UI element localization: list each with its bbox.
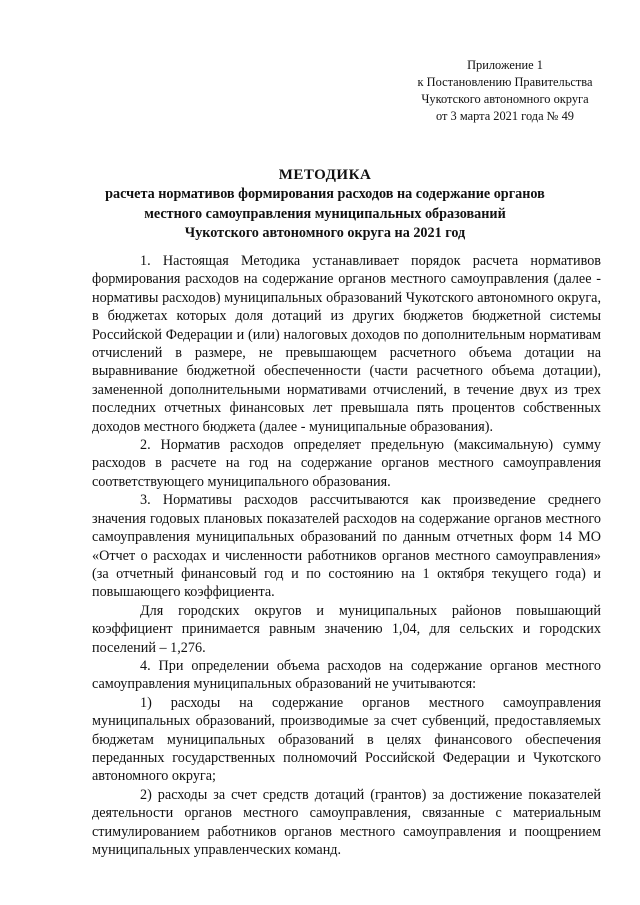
paragraph-4-item-1: 1) расходы на содержание органов местного самоуправления муниципальных образований, производимые за счет субвенций, предоставляемых бюджетам муниципальных образований в целях финансового обеспечения переданных государственных полномочий Российской Федерации и Чукотского автономного округа; [92, 694, 601, 785]
paragraph-coefficient: Для городских округов и муниципальных районов повышающий коэффициент принимается равным значению 1,04, для сельских и городских поселений – 1,276. [92, 602, 601, 656]
paragraph-4-item-2: 2) расходы за счет средств дотаций (грантов) за достижение показателей деятельности органов местного самоуправления, связанные с материальным стимулированием работников органов местного самоуправления и поощрением муниципальных управленческих команд. [92, 786, 601, 858]
appendix-header [390, 57, 620, 125]
title-line-3: Чукотского автономного округа на 2021 год [184, 225, 466, 241]
paragraph-1: 1. Настоящая Методика устанавливает порядок расчета нормативов формирования расходов на содержание органов местного самоуправления (далее - нормативы расходов) муниципальных образований Чукотского автономного округа, в бюджетах которых доля дотаций из других бюджетов бюджетной системы Российской Федерации и (или) налоговых доходов по дополнительным нормативам отчислений в размере, не превышающем расчетного объема дотации на выравнивание бюджетной обеспеченности (части расчетного объема дотации), замененной дополнительными нормативами отчислений, в течение двух из трех последних отчетных финансовых лет превышала пять процентов собственных доходов местного бюджета (далее - муниципальные образования). [92, 253, 601, 435]
title-line-1: расчета нормативов формирования расходов на содержание органов [105, 186, 545, 202]
document-body [92, 252, 601, 859]
paragraph-2: 2. Норматив расходов определяет предельную (максимальную) сумму расходов в расчете на год на содержание органов местного самоуправления соответствующего муниципального образования. [92, 437, 601, 490]
paragraph-3: 3. Нормативы расходов рассчитываются как произведение среднего значения годовых плановых показателей расходов на содержание органов местного самоуправления муниципальных образований по данным отчетных форм 14 МО «Отчет о расходах и численности работников органов местного самоуправления» (за отчетный финансовый год и по состоянию на 1 октября текущего года) и повышающего коэффициента. [92, 492, 601, 601]
appendix-line-1: Приложение 1 [467, 58, 543, 72]
appendix-line-4: от 3 марта 2021 года № 49 [436, 109, 574, 123]
paragraph-4: 4. При определении объема расходов на содержание органов местного самоуправления муниципальных образований не учитываются: [92, 657, 601, 693]
title-main: МЕТОДИКА [278, 167, 372, 183]
appendix-line-2: к Постановлению Правительства [417, 75, 593, 89]
title-line-2: местного самоуправления муниципальных образований [144, 205, 506, 222]
document-title [60, 165, 590, 244]
appendix-line-3: Чукотского автономного округа [421, 92, 589, 106]
